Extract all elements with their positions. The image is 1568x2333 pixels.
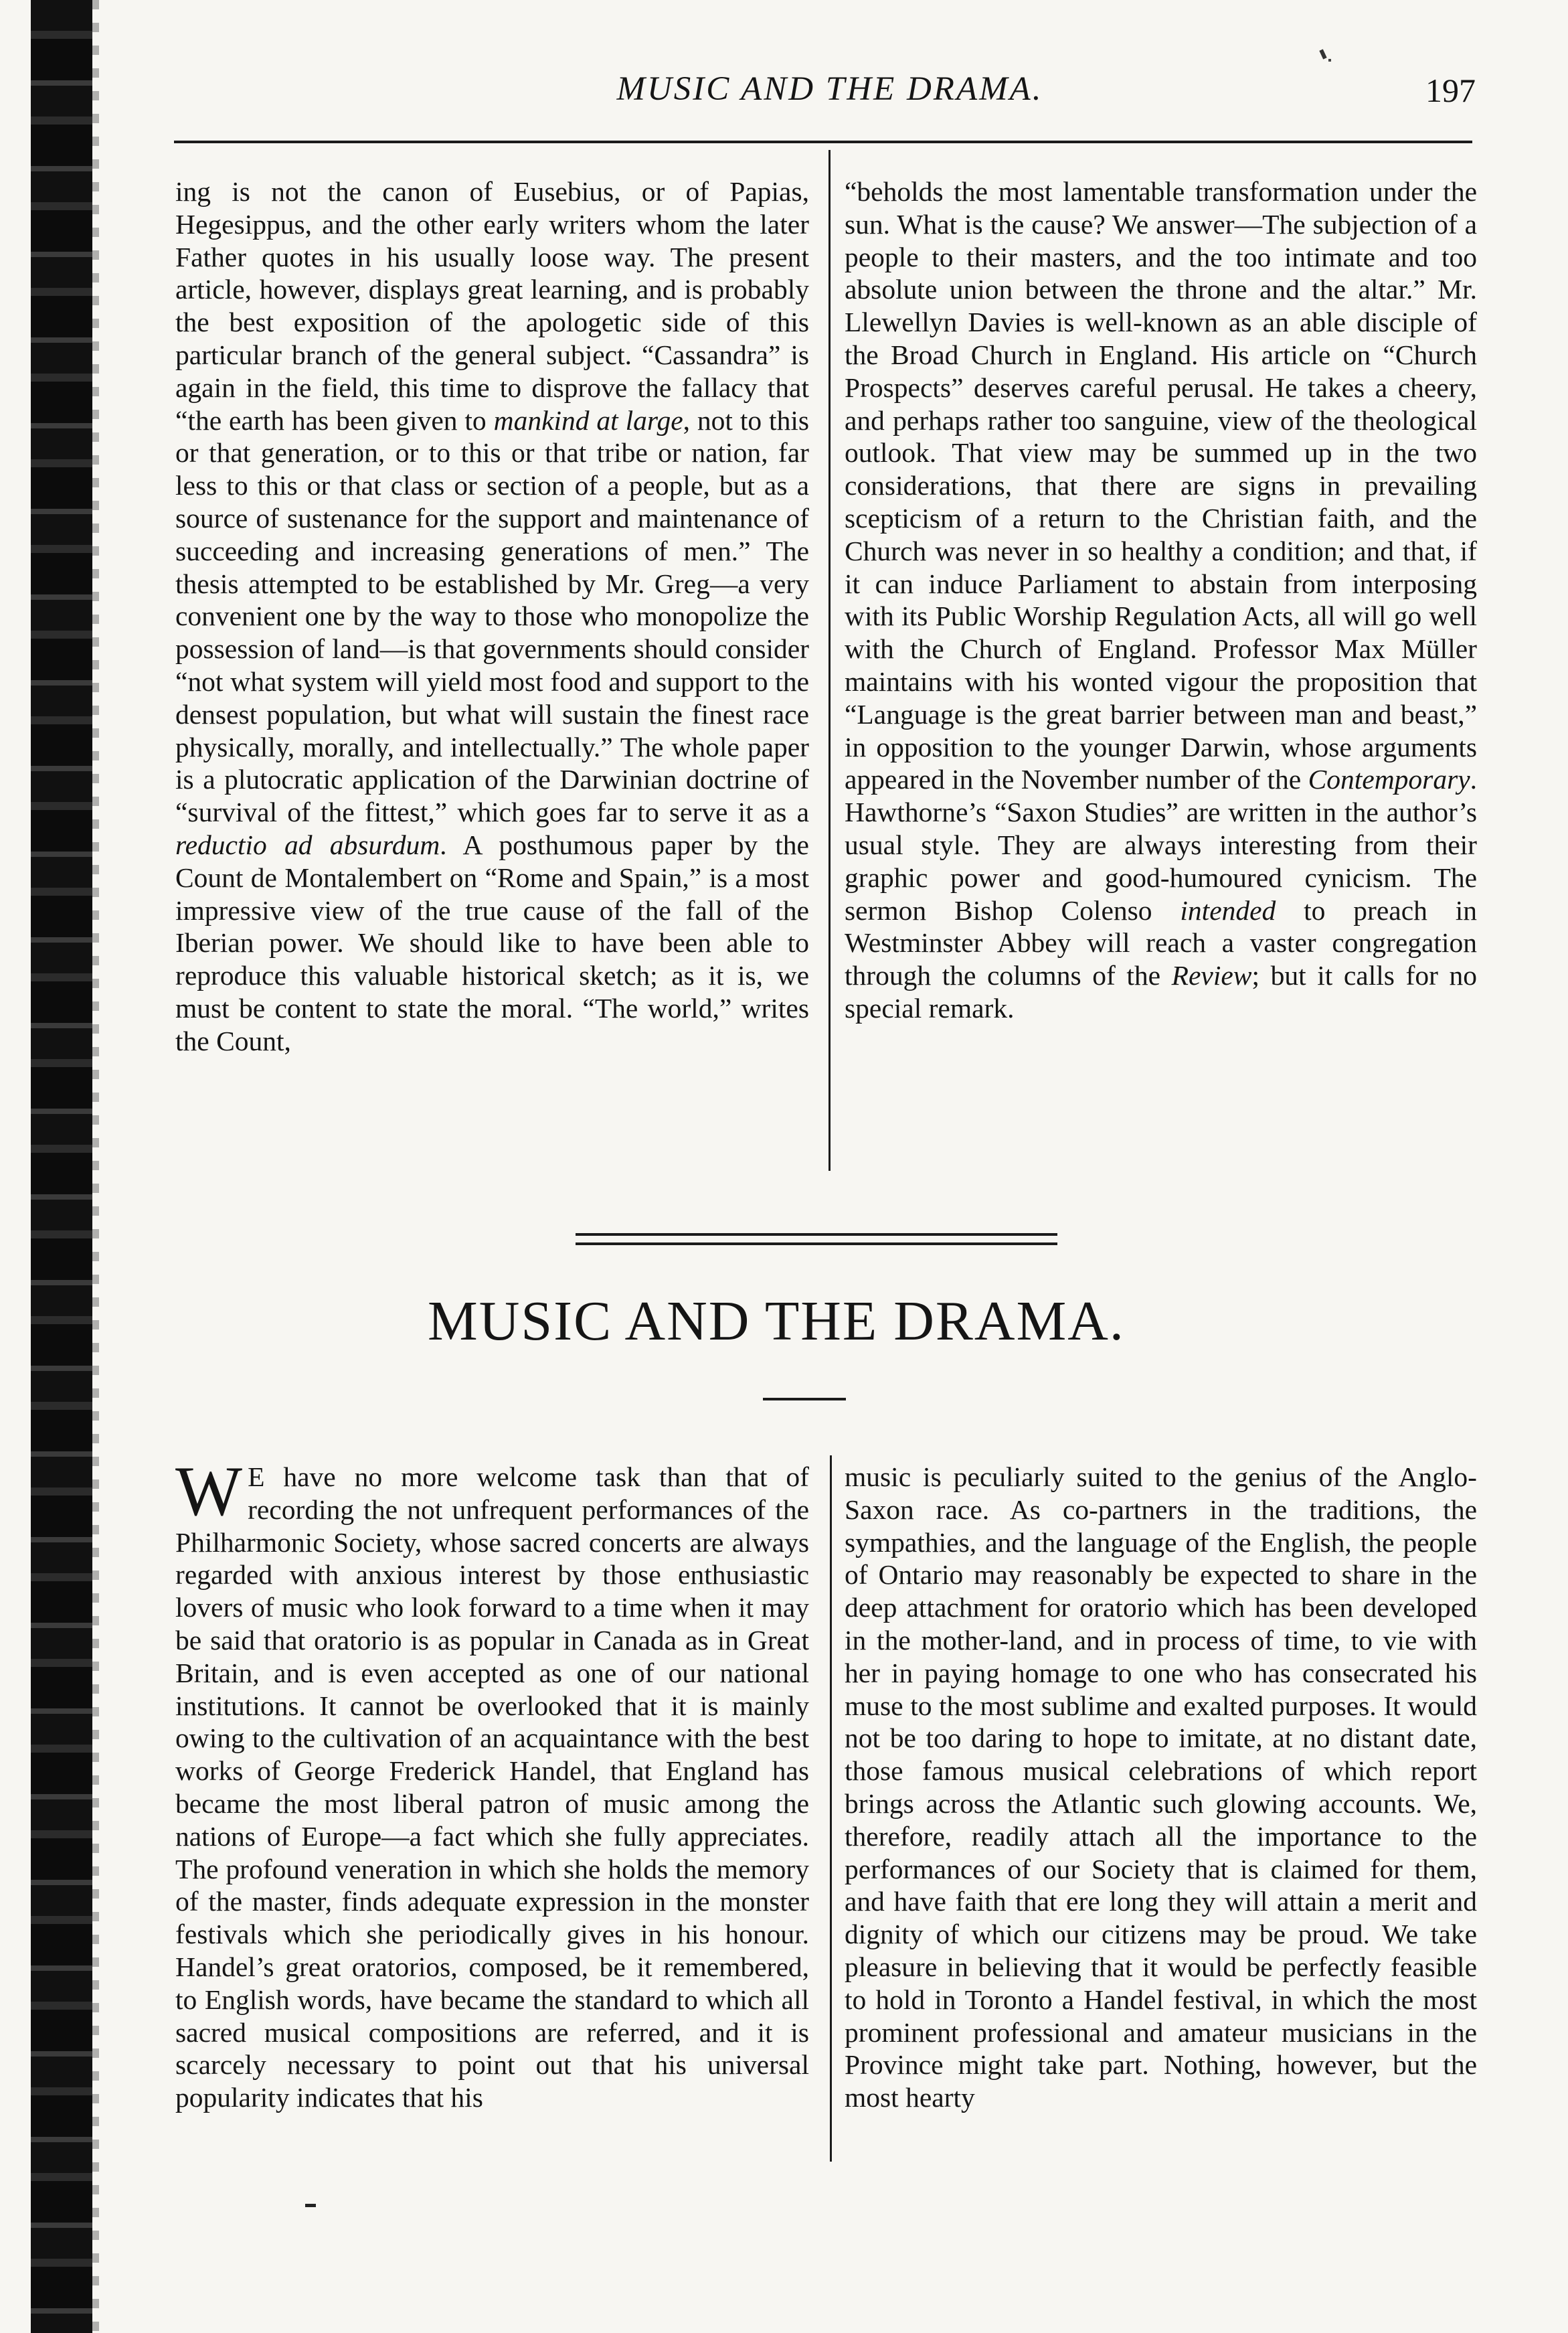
music-right-column [845,1461,1477,2114]
text-run: E have no more welcome task than that of recording the not unfrequent performances of the Philharmonic Society, whose sacred concerts are always regarded with anxious interest by those enthusiastic lovers of music who look forward to a time when it may be said that oratorio is as popular in Canada as in Great Britain, and is even accepted as one of our national institutions. It cannot be overlooked that it is mainly owing to the cultivation of an acquaintance with the best works of George Frederick Handel, that England has became the most liberal patron of music among the nations of Europe—a fact which she fully appreciates. The profound veneration in which she holds the memory of the master, finds adequate expression in the monster festivals which she periodically gives in his honour. Handel’s great oratorios, composed, be it remembered, to English words, have became the standard to which all sacred musical compositions are referred, and it is scarcely necessary to point out that his universal popularity indicates that his [175,1461,809,2113]
music-right-text: music is peculiarly suited to the genius of the Anglo-Saxon race. As co-partners in the traditions, the sympathies, and the language of the English, the people of Ontario may reasonably be expected to share in the deep attachment for oratorio which has been developed in the mother-land, and in process of time, to vie with her in paying homage to one who has consecrated his muse to the most sublime and exalted purposes. It would not be too daring to hope to imitate, at no distant date, those famous musical celebrations of which report brings across the Atlantic such glowing accounts. We, therefore, readily attach all the importance to the performances of our Society that is claimed for them, and have faith that ere long they will attain a merit and dignity of which our citizens may be proud. We take pleasure in believing that it would be perfectly feasible to hold in Toronto a Handel festival, in which the most prominent professional and amateur musicians in the Province might take part. Nothing, however, but the most hearty [845,1461,1477,2113]
text-run: . A posthumous paper by the Count de Montalembert on “Rome and Spain,” is a most impressive view of the true cause of the fall of the Iberian power. We should like to have been able to reproduce this valuable historical sketch; as it is, we must be content to state the moral. “The world,” writes the Count, [175,829,809,1056]
title-rule [763,1398,846,1400]
italic-run: intended [1180,894,1276,926]
text-run: . Hawthorne’s “Saxon Studies” are written in the author’s usual style. They are always interesting from their graphic power and good-humoured cynicism. The sermon Bishop Colenso [845,764,1478,926]
review-right-column [845,175,1477,1025]
print-speck [1319,49,1326,59]
text-run: ing is not the canon of Eusebius, or of Papias, Hegesippus, and the other early writers whom the later Father quotes in his usually loose way. The present article, however, displays great learning, and is probably the best exposition of the apologetic side of this particular branch of the general subject. “Cassandra” is again in the field, this time to disprove the fallacy that “the earth has been given to [175,176,809,436]
drop-cap: W [175,1452,243,1530]
italic-run: mankind at large [493,404,683,436]
review-right-text [845,175,1477,1025]
music-left-column [175,1452,809,2114]
italic-run: reductio ad absurdum [175,829,440,860]
print-mark [305,2204,316,2207]
text-run: ; but it calls for no special remark. [845,960,1477,1024]
review-left-column [175,175,809,1058]
header-rule [174,141,1472,143]
text-run: “beholds the most lamentable transformation under the sun. What is the cause? We answer—The subjection of a people to their masters, and the too intimate and too absolute union between the throne and the altar.” Mr. Llewellyn Davies is well-known as an able disciple of the Broad Church in England. His article on “Church Prospects” deserves careful perusal. He takes a cheery, and perhaps rather too sanguine, view of the theological outlook. That view may be summed up in the two considerations, that there are signs in prevailing scepticism of a return to the Christian faith, and the Church was never in so healthy a condition; and that, if it can induce Parliament to abstain from interposing with its Public Worship Regulation Acts, all will go well with the Church of England. Professor Max Müller maintains with his wonted vigour the proposition that “Language is the great barrier between man and beast,” in opposition to the younger Darwin, whose arguments appeared in the November number of the [845,176,1477,795]
italic-run: Contemporary [1308,764,1470,795]
music-left-text [175,1452,809,2114]
running-head: MUSIC AND THE DRAMA. [616,70,1043,108]
column-divider [830,1455,832,2162]
text-run: to preach in Westminster Abbey will reach a vaster congregation through the columns of the [845,894,1478,991]
review-left-text [175,175,809,1058]
column-divider [829,150,831,1171]
section-double-rule-bottom [576,1242,1057,1245]
text-run: , not to this or that generation, or to this or that tribe or nation, far less to this or that class or section of a people, but as a source of sustenance for the support and maintenance of succeeding and increasing generations of men.” The thesis attempted to be established by Mr. Greg—a very convenient one by the way to those who monopolize the possession of land—is that governments should consider “not what system will yield most food and support to the densest population, but what will sustain the finest race physically, morally, and intellectually.” The whole paper is a plutocratic application of the Darwinian doctrine of “survival of the fittest,” which goes far to serve it as a [175,404,809,828]
book-binding-edge [31,0,92,2333]
binding-shadow [92,0,99,2333]
page-number: 197 [1425,72,1476,109]
section-title: MUSIC AND THE DRAMA. [428,1290,1125,1352]
section-double-rule-top [576,1233,1057,1236]
italic-run: Review [1171,960,1252,991]
print-speck [1328,59,1331,62]
